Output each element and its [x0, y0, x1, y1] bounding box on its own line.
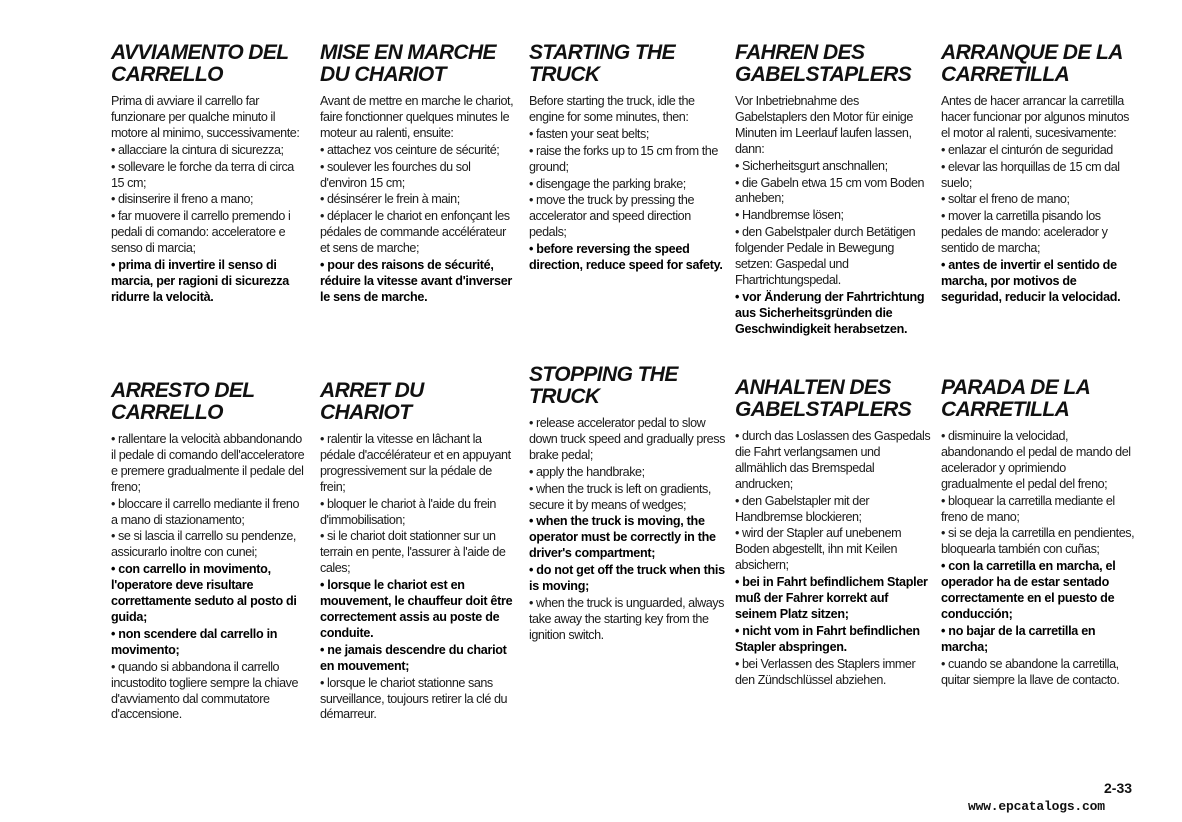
instruction-paragraph: • mover la carretilla pisando los pedales de mando: acelerador y sentido de marcha; [941, 209, 1108, 256]
instruction-paragraph: • die Gabeln etwa 15 cm vom Boden anheben; [735, 175, 925, 206]
warning-paragraph: • do not get off the truck when this is moving; [529, 563, 725, 594]
instruction-paragraph: • cuando se abandone la carretilla, quitar siempre la llave de contacto. [941, 656, 1120, 687]
instruction-paragraph: • durch das Loslassen des Gaspedals die Fahrt verlangsamen und allmählich das Bremspedal andrucken; [735, 429, 931, 491]
instruction-paragraph: • soulever les fourches du sol d'environ 15 cm; [320, 159, 471, 190]
instruction-paragraph: Prima di avviare il carrello far funzionare per qualche minuto il motore al minimo, successivamente: [111, 94, 300, 140]
instruction-paragraph: • se si lascia il carrello su pendenze, assicurarlo inoltre con cunei; [111, 529, 296, 560]
section-heading: AVVIAMENTO DEL CARRELLO [111, 41, 289, 86]
section-heading: ARRANQUE DE LA CARRETILLA [941, 41, 1123, 86]
section-start [111, 42, 307, 307]
instruction-paragraph: Antes de hacer arrancar la carretilla hacer funcionar por algunos minutos el motor al ralenti, sucesivamente: [941, 94, 1129, 140]
warning-paragraph: • con la carretilla en marcha, el operador ha de estar sentado correctamente en el puesto de conducción; [941, 559, 1116, 621]
instruction-paragraph: • si se deja la carretilla en pendientes, bloquearla también con cuñas; [941, 526, 1135, 557]
instruction-paragraph: • release accelerator pedal to slow down truck speed and gradually press brake pedal; [529, 416, 725, 462]
section-heading: FAHREN DES GABELSTAPLERS [735, 41, 912, 86]
instruction-paragraph: • bloquer le chariot à l'aide du frein d'immobilisation; [320, 496, 496, 527]
instruction-paragraph: • disminuire la velocidad, abandonando el pedal de mando del acelerador y oprimiendo gradualmente el pedal del freno; [941, 429, 1131, 491]
section-stop [529, 364, 725, 645]
instruction-paragraph: Vor Inbetriebnahme des Gabelstaplers den Motor für einige Minuten im Leerlauf laufen lassen, dann: [735, 94, 913, 156]
instruction-paragraph: • allacciare la cintura di sicurezza; [111, 142, 284, 157]
instruction-paragraph: • lorsque le chariot stationne sans surveillance, toujours retirer la clé du démarreur. [320, 675, 508, 722]
instruction-paragraph: • wird der Stapler auf unebenem Boden abgestellt, ihn mit Keilen absichern; [735, 526, 902, 573]
section-stop [735, 377, 931, 690]
section-heading: STARTING THE TRUCK [529, 41, 676, 86]
instruction-paragraph: Before starting the truck, idle the engine for some minutes, then: [529, 94, 695, 124]
instruction-paragraph: • den Gabelstpaler durch Betätigen folgender Pedale in Bewegung setzen: Gaspedal und Fhartrichtungspedal. [735, 225, 916, 287]
instruction-paragraph: • move the truck by pressing the accelerator and speed direction pedals; [529, 193, 695, 240]
instruction-paragraph: • rallentare la velocità abbandonando il pedale di comando dell'acceleratore e premere gradualmente il pedale del freno; [111, 432, 305, 494]
instruction-paragraph: • when the truck is left on gradients, secure it by means of wedges; [529, 481, 711, 512]
instruction-paragraph: • when the truck is unguarded, always take away the starting key from the ignition switch. [529, 595, 724, 642]
warning-paragraph: • lorsque le chariot est en mouvement, le chauffeur doit être correctement assis au poste de conduite. [320, 578, 513, 640]
instruction-paragraph: • sollevare le forche da terra di circa 15 cm; [111, 159, 294, 190]
section-start [320, 42, 516, 307]
section-heading: STOPPING THE TRUCK [529, 363, 678, 408]
instruction-paragraph: Avant de mettre en marche le chariot, faire fonctionner quelques minutes le moteur au ralenti, ensuite: [320, 94, 514, 140]
instruction-paragraph: • raise the forks up to 15 cm from the ground; [529, 143, 718, 174]
instruction-paragraph: • si le chariot doit stationner sur un terrain en pente, l'assurer à l'aide de cales; [320, 529, 506, 576]
section-heading: ARRESTO DEL CARRELLO [111, 379, 255, 424]
instruction-paragraph: • disengage the parking brake; [529, 176, 686, 191]
instruction-paragraph: • bei Verlassen des Staplers immer den Zündschlüssel abziehen. [735, 656, 916, 687]
warning-paragraph: • con carrello in movimento, l'operatore deve risultare correttamente seduto al posto di guida; [111, 562, 297, 624]
warning-paragraph: • when the truck is moving, the operator must be correctly in the driver's compartment; [529, 514, 716, 561]
warning-paragraph: • antes de invertir el sentido de marcha, por motivos de seguridad, reducir la velocidad. [941, 258, 1121, 304]
instruction-paragraph: • ralentir la vitesse en lâchant la pédale d'accélérateur et en appuyant progressivement sur la pédale de frein; [320, 432, 511, 494]
section-stop [320, 380, 516, 724]
instruction-paragraph: • désinsérer le frein à main; [320, 192, 460, 207]
warning-paragraph: • ne jamais descendre du chariot en mouvement; [320, 642, 507, 673]
instruction-paragraph: • attachez vos ceinture de sécurité; [320, 142, 500, 157]
instruction-paragraph: • elevar las horquillas de 15 cm dal suelo; [941, 159, 1120, 190]
instruction-paragraph: • soltar el freno de mano; [941, 192, 1070, 207]
section-heading: ARRET DU CHARIOT [320, 379, 424, 424]
section-heading: ANHALTEN DES GABELSTAPLERS [735, 376, 912, 421]
instruction-paragraph: • bloquear la carretilla mediante el freno de mano; [941, 493, 1115, 524]
warning-paragraph: • non scendere dal carrello in movimento; [111, 626, 278, 657]
section-heading: PARADA DE LA CARRETILLA [941, 376, 1091, 421]
warning-paragraph: • bei in Fahrt befindlichem Stapler muß der Fahrer korrekt auf seinem Platz sitzen; [735, 575, 928, 621]
instruction-paragraph: • quando si abbandona il carrello incustodito togliere sempre la chiave d'avviamento dal commutatore d'accensione. [111, 659, 299, 722]
instruction-paragraph: • fasten your seat belts; [529, 126, 649, 141]
instruction-paragraph: • déplacer le chariot en enfonçant les pédales de commande accélérateur et sens de marche; [320, 209, 510, 256]
instruction-paragraph: • disinserire il freno a mano; [111, 192, 254, 207]
section-heading: MISE EN MARCHE DU CHARIOT [320, 41, 496, 86]
instruction-paragraph: • enlazar el cinturón de seguridad [941, 142, 1113, 157]
instruction-paragraph: • Handbremse lösen; [735, 208, 844, 223]
warning-paragraph: • vor Änderung der Fahrtrichtung aus Sicherheitsgründen die Geschwindigkeit herabsetzen. [735, 289, 925, 336]
page-number: 2-33 [1104, 780, 1133, 796]
section-start [735, 42, 931, 339]
watermark: www.epcatalogs.com [968, 799, 1105, 814]
section-stop [941, 377, 1137, 690]
warning-paragraph: • pour des raisons de sécurité, réduire la vitesse avant d'inverser le sens de marche. [320, 258, 513, 304]
instruction-paragraph: • den Gabelstapler mit der Handbremse blockieren; [735, 493, 870, 524]
instruction-paragraph: • far muovere il carrello premendo i pedali di comando: acceleratore e senso di marcia; [111, 209, 291, 256]
warning-paragraph: • nicht vom in Fahrt befindlichen Stapler abspringen. [735, 623, 920, 654]
warning-paragraph: • before reversing the speed direction, reduce speed for safety. [529, 242, 723, 273]
warning-paragraph: • prima di invertire il senso di marcia, per ragioni di sicurezza ridurre la velocità. [111, 258, 289, 304]
instruction-paragraph: • bloccare il carrello mediante il freno a mano di stazionamento; [111, 496, 300, 527]
section-start [941, 42, 1137, 307]
instruction-paragraph: • apply the handbrake; [529, 464, 645, 479]
section-stop [111, 380, 307, 724]
section-start [529, 42, 725, 275]
warning-paragraph: • no bajar de la carretilla en marcha; [941, 623, 1096, 654]
instruction-paragraph: • Sicherheitsgurt anschnallen; [735, 158, 888, 173]
